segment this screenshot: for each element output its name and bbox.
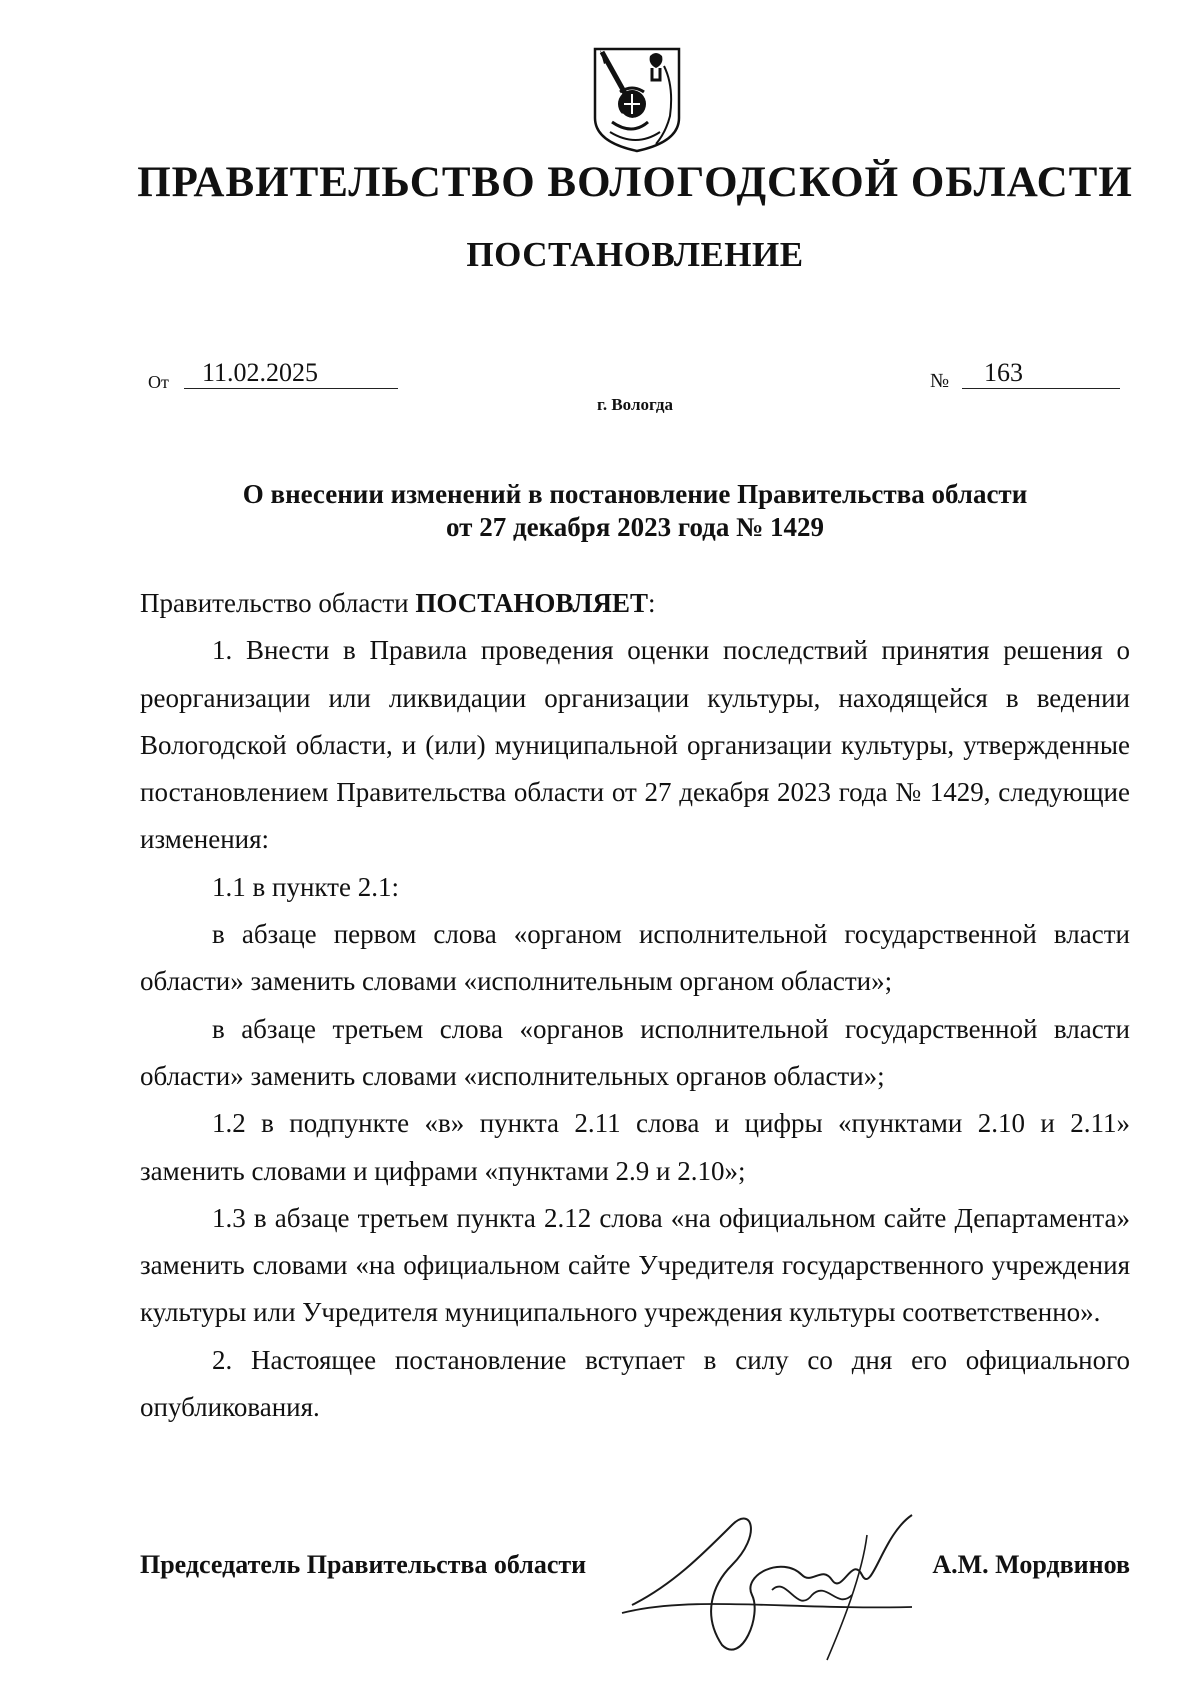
handwritten-signature-icon [612,1495,942,1665]
document-body [140,580,1130,1431]
signer-title: Председатель Правительства области [140,1550,587,1579]
paragraph-1-1-a: в абзаце первом слова «органом исполнительной государственной власти области» заменить словами «исполнительным органом области»; [140,919,1130,997]
organization-title: ПРАВИТЕЛЬСТВО ВОЛОГОДСКОЙ ОБЛАСТИ [137,159,1133,206]
document-subject [140,478,1130,544]
intro-paragraph [140,580,1130,627]
city: г. Вологда [597,395,673,414]
paragraph-1: 1. Внести в Правила проведения оценки последствий принятия решения о реорганизации или ликвидации организации культуры, находящейся в ведении Вологодской области, и (или) муниципальной организации культуры, утвержденные постановлением Правительства области от 27 декабря 2023 года № 1429, следующие изменения: [140,635,1130,855]
subject-line-1: О внесении изменений в постановление Правительства области [242,479,1028,509]
paragraph-1-2: 1.2 в подпункте «в» пункта 2.11 слова и цифры «пунктами 2.10 и 2.11» заменить словами и цифрами «пунктами 2.9 и 2.10»; [140,1108,1130,1186]
intro-prefix: Правительство области [140,588,416,618]
document-number: 163 [962,358,1120,389]
paragraph-1-3: 1.3 в абзаце третьем пункта 2.12 слова «на официальном сайте Департамента» заменить словами «на официальном сайте Учредителя государственного учреждения культуры или Учредителя муниципального учреждения культуры соответственно». [140,1202,1130,1328]
document-date: 11.02.2025 [184,358,398,389]
paragraph-1-1: 1.1 в пункте 2.1: [212,871,399,902]
signer-name: А.М. Мордвинов [932,1550,1130,1579]
coat-of-arms-icon [592,46,682,154]
intro-resolves: ПОСТАНОВЛЯЕТ [415,588,648,618]
document-type: ПОСТАНОВЛЕНИЕ [466,235,804,274]
number-label: № [930,370,950,392]
paragraph-1-1-b: в абзаце третьем слова «органов исполнительной государственной власти области» заменить словами «исполнительных органов области»; [140,1013,1130,1091]
date-label: От [148,372,169,392]
paragraph-2: 2. Настоящее постановление вступает в силу со дня его официального опубликования. [140,1344,1130,1423]
subject-line-2: от 27 декабря 2023 года № 1429 [446,512,824,542]
intro-suffix: : [647,588,656,618]
